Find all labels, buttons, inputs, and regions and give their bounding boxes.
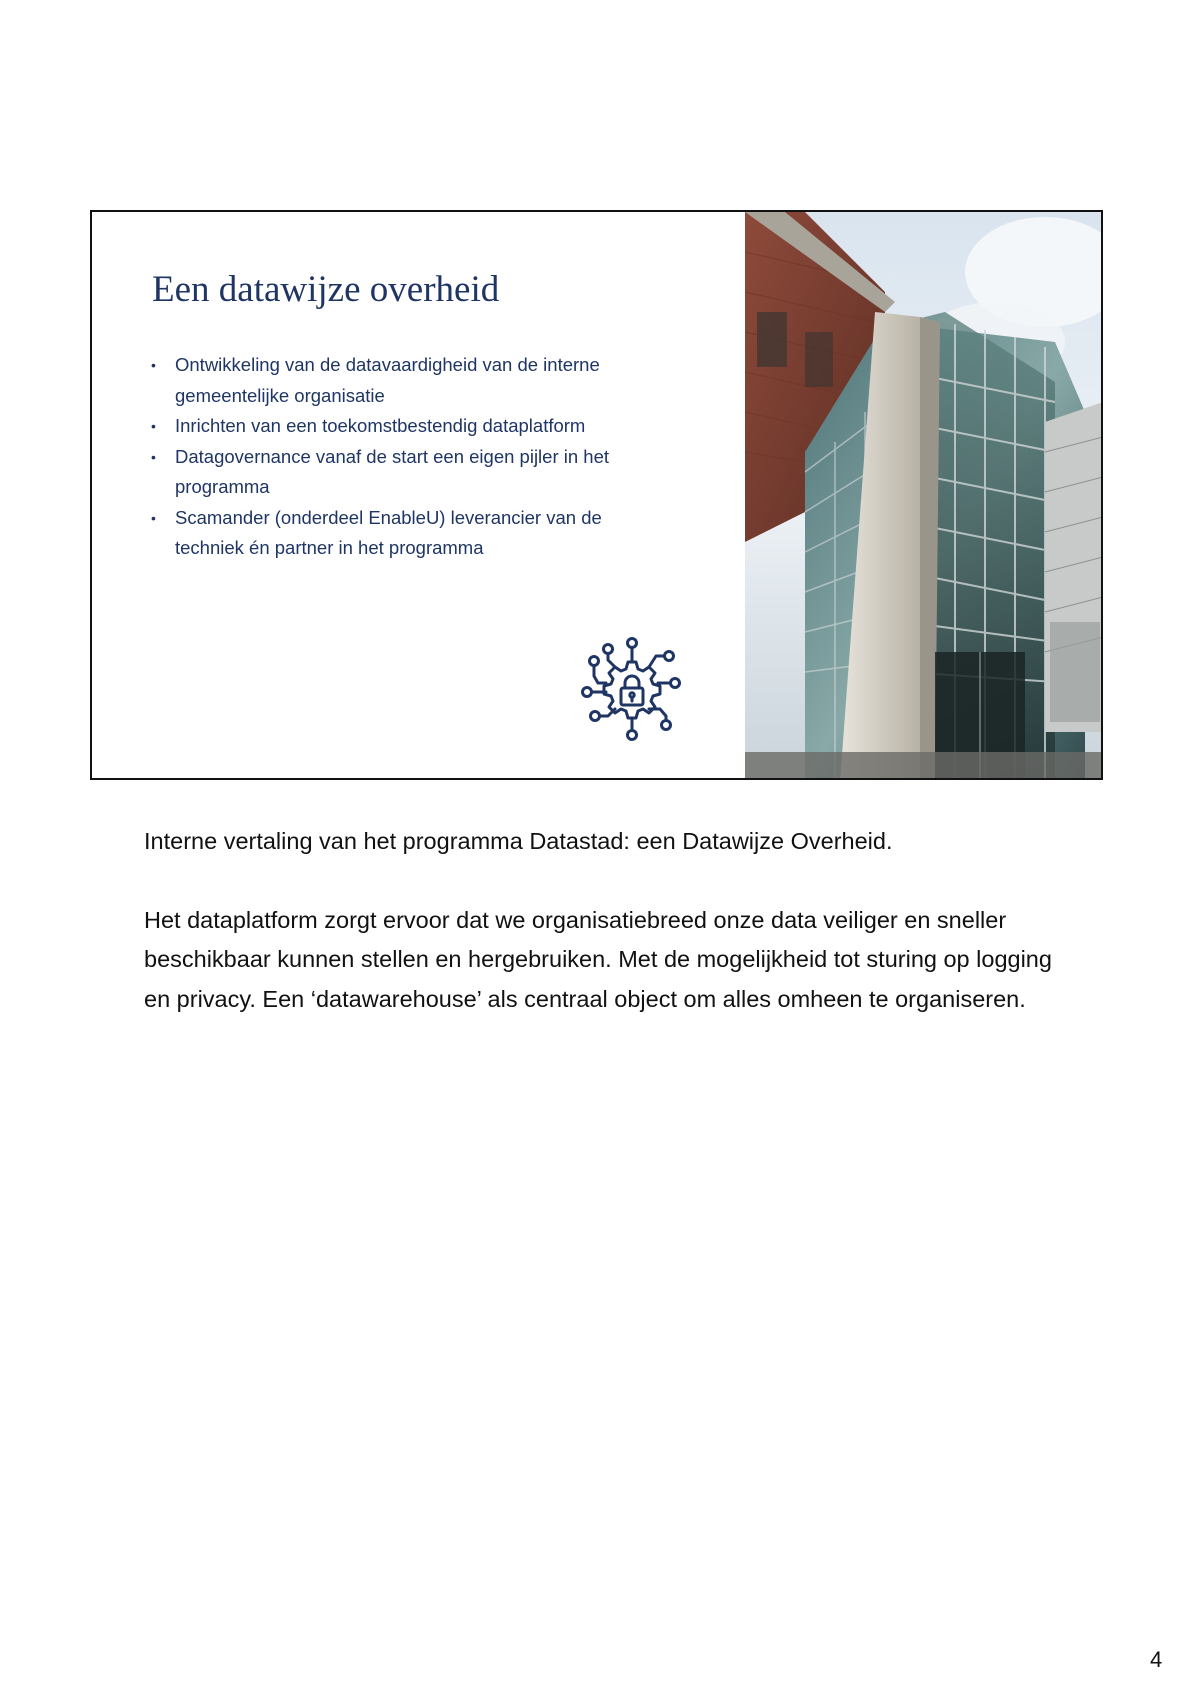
notes-paragraph: Interne vertaling van het programma Datastad: een Datawijze Overheid. — [144, 828, 893, 854]
bullet-text: Ontwikkeling van de datavaardigheid van de interne gemeentelijke organisatie — [175, 354, 600, 406]
bullet-text: Inrichten van een toekomstbestendig dataplatform — [175, 415, 586, 436]
page-number: 4 — [1150, 1647, 1163, 1672]
bullet-item — [149, 411, 669, 442]
bullet-item — [149, 503, 669, 564]
bullet-item — [149, 350, 669, 411]
bullet-symbol: • — [151, 509, 156, 526]
bullet-item — [149, 442, 669, 503]
paragraph-spacer — [144, 862, 1064, 901]
bullet-list — [149, 350, 669, 564]
notes-paragraph: Het dataplatform zorgt ervoor dat we organisatiebreed onze data veiliger en sneller beschikbaar kunnen stellen en hergebruiken. Met de mogelijkheid tot sturing op logging en privacy. Een ‘datawarehouse’ als centraal object om alles omheen te organiseren. — [144, 906, 1052, 1012]
slide-text-panel — [92, 212, 744, 778]
gear-lock-circuit-icon — [576, 632, 688, 744]
bullet-symbol: • — [151, 418, 156, 434]
bullet-text: Datagovernance vanaf de start een eigen pijler in het programma — [175, 445, 610, 497]
slide-title: Een datawijze overheid — [152, 269, 500, 310]
bullet-symbol: • — [151, 357, 156, 373]
speaker-notes — [144, 822, 1064, 1019]
bullet-symbol: • — [151, 448, 156, 465]
glass-office-building-photo — [745, 212, 1103, 778]
bullet-text: Scamander (onderdeel EnableU) leverancier van de techniek én partner in het programma — [175, 506, 602, 558]
slide-thumbnail — [90, 210, 1103, 780]
